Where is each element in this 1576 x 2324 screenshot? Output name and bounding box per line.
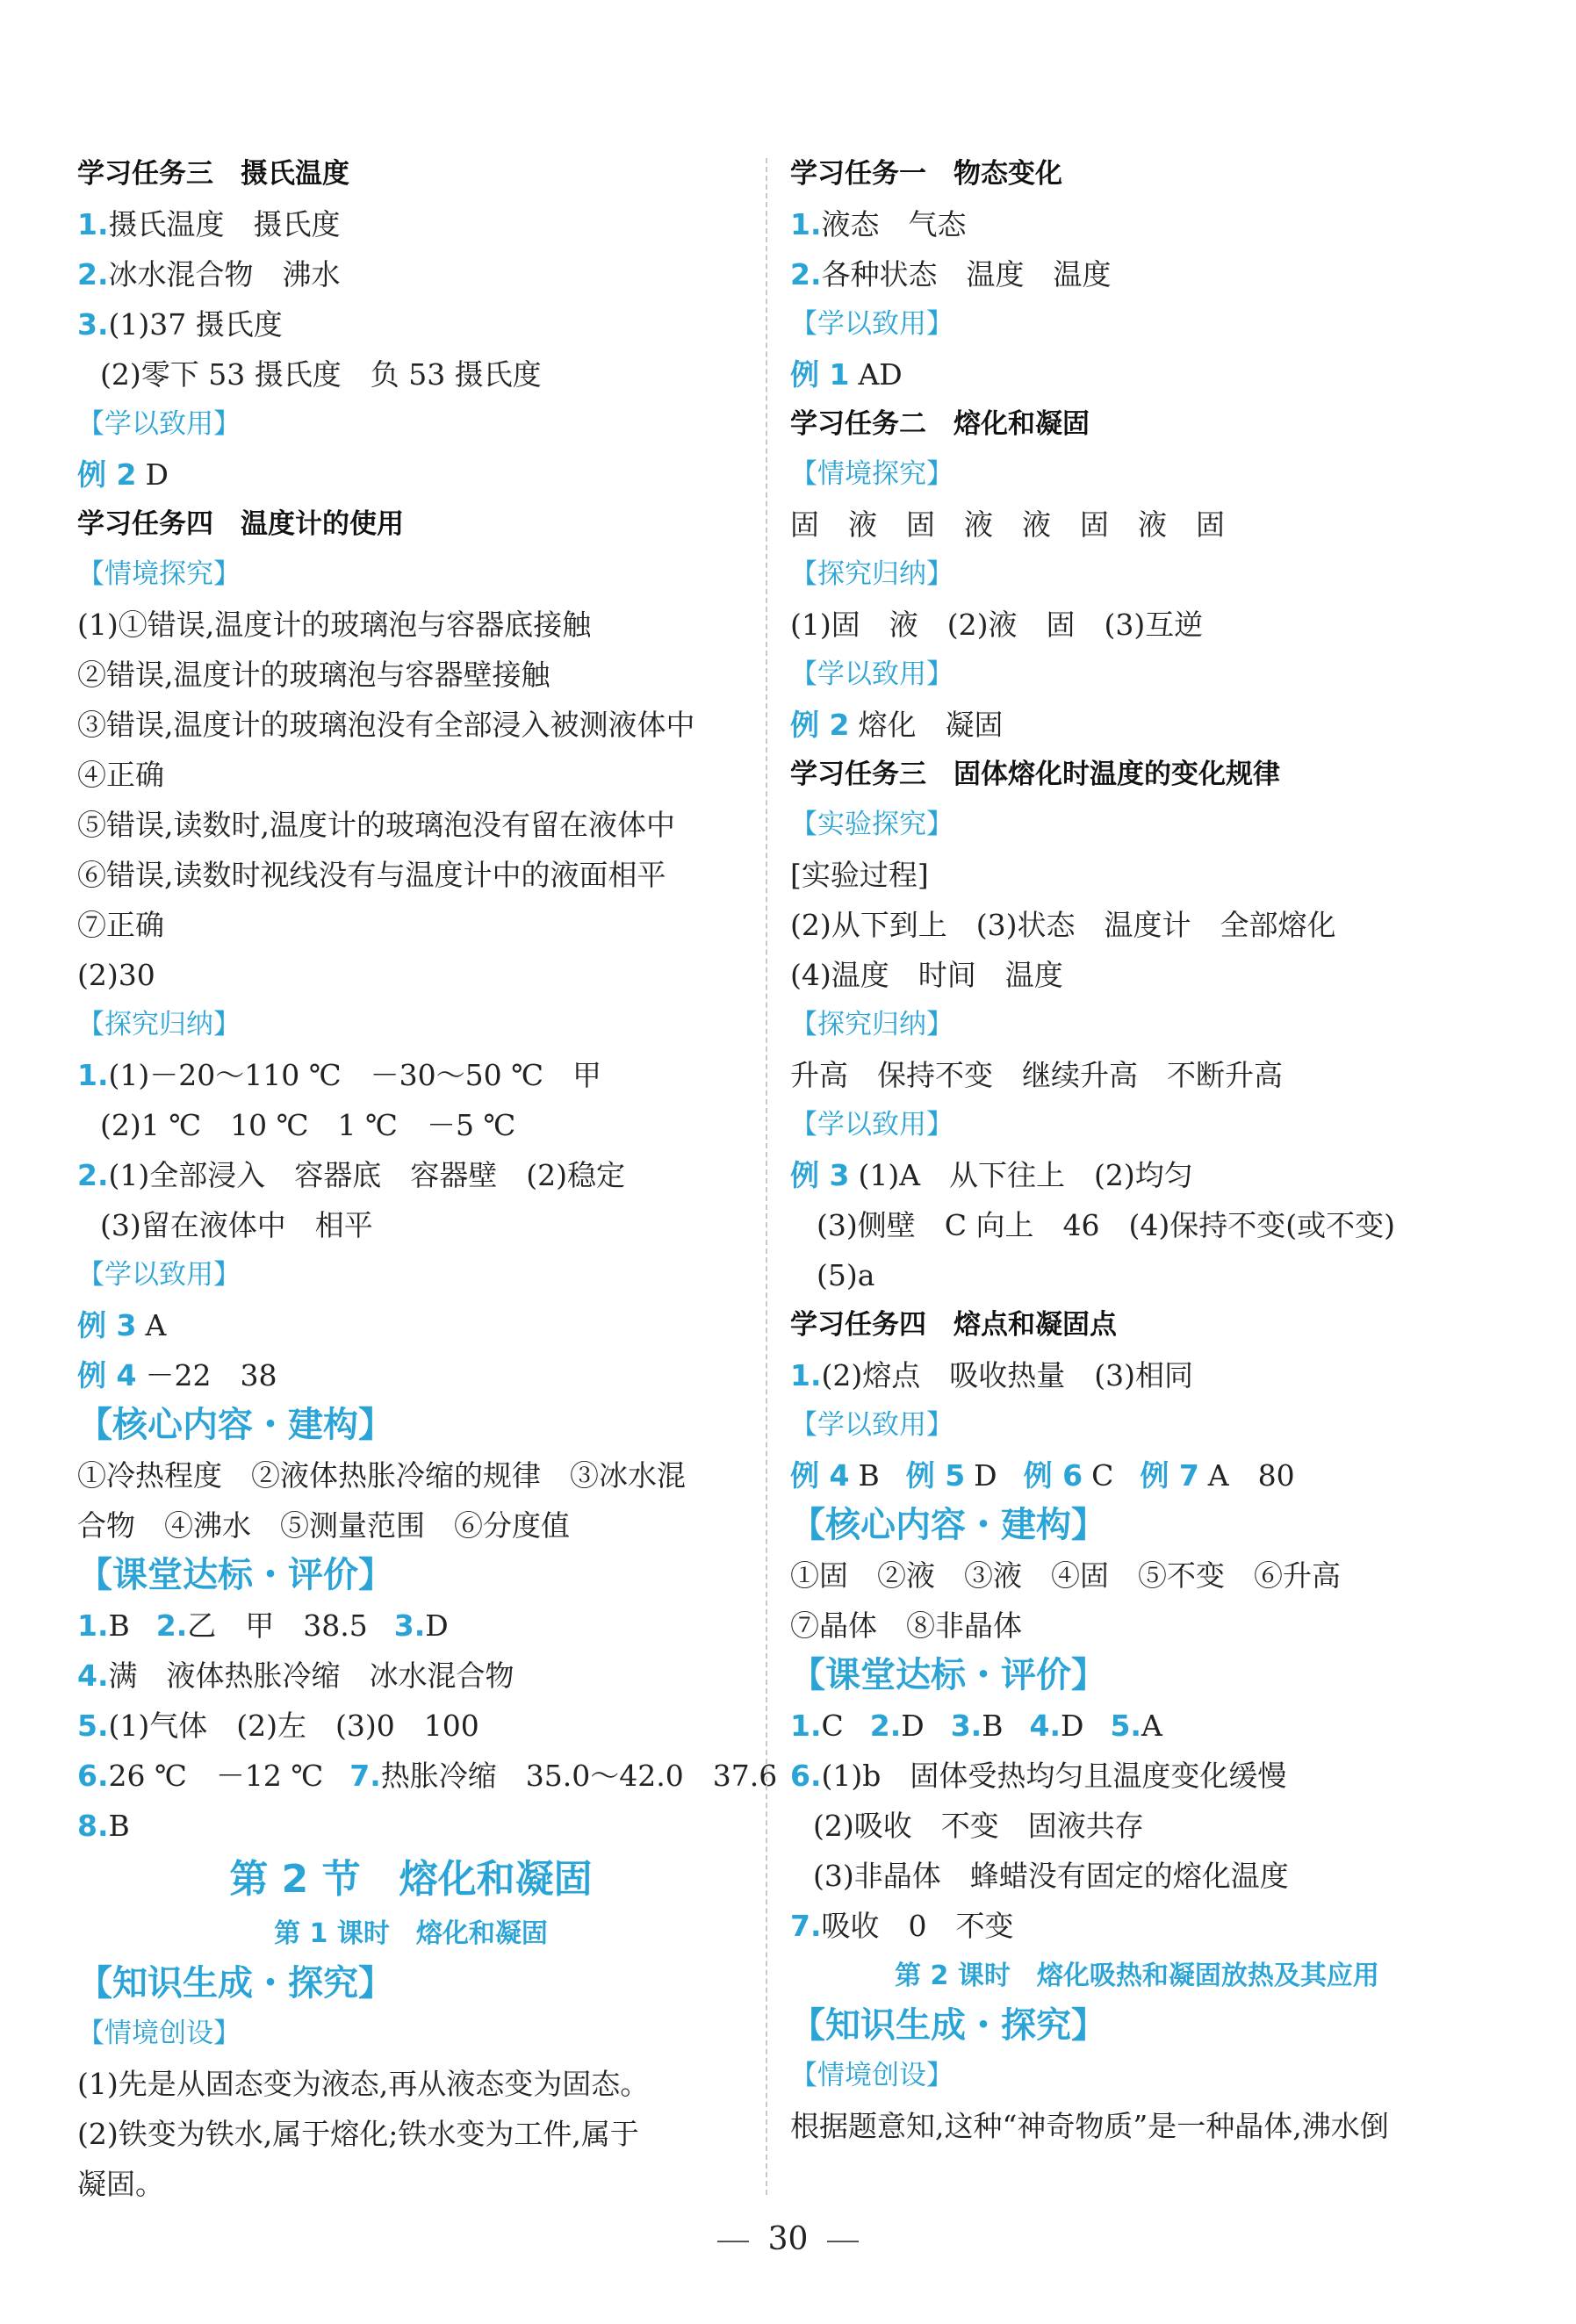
left-column	[77, 149, 778, 2209]
answer-text: B	[982, 1709, 1004, 1743]
answer-text: 冰水混合物 沸水	[108, 257, 341, 291]
answer-line: ⑤错误,读数时,温度计的玻璃泡没有留在液体中	[77, 808, 675, 842]
answer-line: ①固 ②液 ③液 ④固 ⑤不变 ⑥升高	[790, 1558, 1341, 1593]
example-text: D	[974, 1458, 997, 1493]
core-heading: 【核心内容・建构】	[77, 1405, 393, 1445]
task-heading: 学习任务四 熔点和凝固点	[790, 1309, 1117, 1341]
example-label: 例 5	[905, 1458, 966, 1493]
answer-text: (1)－20～110 ℃ －30～50 ℃ 甲	[108, 1058, 602, 1092]
numbered-answer	[790, 1901, 1484, 1951]
example-label: 例 6	[1023, 1458, 1083, 1493]
section-tag: 【学以致用】	[77, 408, 241, 440]
answer-line: ④正确	[77, 758, 164, 792]
example-text: A 80	[1207, 1458, 1295, 1493]
example-text: －22 38	[145, 1358, 277, 1392]
answer-number: 2.	[77, 257, 109, 291]
example-label: 例 3	[790, 1158, 850, 1192]
core-heading: 【课堂达标・评价】	[77, 1555, 393, 1595]
answer-line: 根据题意知,这种“神奇物质”是一种晶体,沸水倒	[790, 2109, 1389, 2143]
section-tag: 【学以致用】	[790, 658, 954, 690]
answer-text: A	[1141, 1709, 1162, 1743]
example-answer	[77, 1300, 745, 1350]
section-tag: 【情境创设】	[790, 2060, 954, 2091]
numbered-answer	[77, 299, 745, 349]
answer-text: 26 ℃ －12 ℃	[108, 1759, 324, 1793]
example-label: 例 2	[790, 708, 850, 742]
answer-text: D	[425, 1608, 449, 1643]
answer-line: (5)a	[817, 1258, 875, 1292]
section-tag: 【探究归纳】	[790, 1009, 954, 1040]
column-divider	[766, 158, 767, 2195]
example-text: 熔化 凝固	[858, 708, 1004, 742]
example-text: (1)A 从下往上 (2)均匀	[858, 1158, 1193, 1192]
example-text: B	[858, 1458, 880, 1493]
answer-text: D	[901, 1709, 925, 1743]
example-label: 例 7	[1140, 1458, 1199, 1493]
answer-text: 满 液体热胀冷缩 冰水混合物	[108, 1658, 515, 1693]
section-tag: 【探究归纳】	[77, 1009, 241, 1040]
task-heading: 学习任务三 摄氏温度	[77, 158, 349, 190]
section-tag: 【探究归纳】	[790, 558, 954, 590]
section-tag: 【学以致用】	[790, 308, 954, 340]
answer-text: (1)b 固体受热均匀且温度变化缓慢	[821, 1759, 1287, 1793]
example-label: 例 4	[790, 1458, 850, 1493]
answer-line: (2)铁变为铁水,属于熔化;铁水变为工件,属于	[77, 2117, 639, 2151]
answer-text: 乙 甲 38.5	[187, 1608, 368, 1643]
answer-line: [实验过程]	[790, 858, 929, 892]
answer-text: D	[1060, 1709, 1084, 1743]
numbered-answer	[790, 1350, 1484, 1400]
answer-line: (3)留在液体中 相平	[100, 1208, 373, 1242]
answer-line: (1)先是从固态变为液态,再从液态变为固态。	[77, 2067, 650, 2101]
answer-number: 6.	[77, 1759, 109, 1793]
example-answer	[790, 700, 1484, 750]
numbered-answer	[790, 1751, 1484, 1801]
answer-number: 7.	[790, 1909, 822, 1943]
example-answer	[77, 1350, 745, 1400]
answer-number: 6.	[790, 1759, 822, 1793]
answer-text: 液态 气态	[821, 207, 967, 241]
answer-line: 凝固。	[77, 2167, 164, 2201]
answer-line: (2)1 ℃ 10 ℃ 1 ℃ －5 ℃	[100, 1108, 516, 1142]
answer-line: ⑦晶体 ⑧非晶体	[790, 1608, 1022, 1643]
right-column	[790, 149, 1484, 2151]
core-heading: 【课堂达标・评价】	[790, 1655, 1106, 1695]
answer-number: 1.	[790, 1709, 822, 1743]
answer-text: (1)全部浸入 容器底 容器壁 (2)稳定	[108, 1158, 625, 1192]
answer-text: 吸收 0 不变	[821, 1909, 1014, 1943]
example-label: 例 2	[77, 457, 137, 492]
example-answer	[77, 450, 745, 500]
answer-number: 1.	[77, 1608, 109, 1643]
numbered-answer	[77, 1801, 745, 1851]
answer-number: 1.	[77, 207, 109, 241]
numbered-answer-row	[77, 1601, 745, 1651]
answer-line: (3)侧壁 C 向上 46 (4)保持不变(或不变)	[817, 1208, 1395, 1242]
task-heading: 学习任务三 固体熔化时温度的变化规律	[790, 759, 1280, 790]
answer-number: 2.	[155, 1608, 188, 1643]
task-heading: 学习任务一 物态变化	[790, 158, 1062, 190]
section-title: 第 2 节 熔化和凝固	[229, 1857, 593, 1902]
numbered-answer	[790, 249, 1484, 299]
answer-number: 5.	[1110, 1709, 1141, 1743]
numbered-answer	[77, 249, 745, 299]
answer-number: 3.	[77, 307, 109, 342]
answer-line: (4)温度 时间 温度	[790, 958, 1063, 992]
answer-number: 3.	[950, 1709, 982, 1743]
answer-line: (2)30	[77, 958, 155, 992]
core-heading: 【知识生成・探究】	[77, 1963, 393, 2004]
task-heading: 学习任务二 熔化和凝固	[790, 408, 1090, 440]
answer-line: ①冷热程度 ②液体热胀冷缩的规律 ③冰水混	[77, 1458, 686, 1493]
answer-text: (1)气体 (2)左 (3)0 100	[108, 1709, 479, 1743]
answer-number: 5.	[77, 1709, 109, 1743]
section-tag: 【学以致用】	[790, 1109, 954, 1140]
page-number	[0, 2221, 1576, 2257]
section-tag: 【情境探究】	[77, 558, 241, 590]
example-text: D	[145, 457, 169, 492]
numbered-answer-row	[77, 1751, 778, 1801]
answer-line: (2)零下 53 摄氏度 负 53 摄氏度	[100, 357, 542, 392]
answer-number: 1.	[790, 207, 822, 241]
answer-line: ⑥错误,读数时视线没有与温度计中的液面相平	[77, 858, 666, 892]
answer-number: 3.	[393, 1608, 426, 1643]
example-text: C	[1091, 1458, 1114, 1493]
answer-line: (2)从下到上 (3)状态 温度计 全部熔化	[790, 908, 1336, 942]
answer-line: 升高 保持不变 继续升高 不断升高	[790, 1058, 1283, 1092]
example-answer	[790, 1150, 1484, 1200]
example-answer-row	[790, 1450, 1484, 1500]
core-heading: 【知识生成・探究】	[790, 2005, 1106, 2046]
page-number-dash-left	[717, 2241, 749, 2242]
answer-number: 2.	[790, 257, 822, 291]
answer-text: (1)37 摄氏度	[108, 307, 283, 342]
answer-text: B	[108, 1608, 130, 1643]
example-text: AD	[858, 357, 903, 392]
numbered-answer	[77, 1701, 745, 1751]
answer-number: 8.	[77, 1809, 109, 1843]
example-answer	[790, 349, 1484, 399]
section-tag: 【学以致用】	[77, 1259, 241, 1291]
lesson-title: 第 1 课时 熔化和凝固	[274, 1918, 548, 1949]
answer-line: 合物 ④沸水 ⑤测量范围 ⑥分度值	[77, 1508, 570, 1543]
numbered-answer	[77, 1150, 745, 1200]
numbered-answer	[77, 199, 745, 249]
page-number-dash-right	[827, 2241, 859, 2242]
answer-line: (2)吸收 不变 固液共存	[813, 1809, 1144, 1843]
example-label: 例 4	[77, 1358, 137, 1392]
example-text: A	[145, 1308, 167, 1342]
answer-number: 2.	[77, 1158, 109, 1192]
answer-number: 4.	[1029, 1709, 1061, 1743]
section-tag: 【情境探究】	[790, 458, 954, 490]
answer-text: 摄氏温度 摄氏度	[108, 207, 341, 241]
page-number-text: 30	[767, 2221, 809, 2257]
answer-text: 热胀冷缩 35.0～42.0 37.6	[380, 1759, 778, 1793]
answer-number: 1.	[77, 1058, 109, 1092]
core-heading: 【核心内容・建构】	[790, 1505, 1106, 1545]
section-tag: 【情境创设】	[77, 2018, 241, 2049]
lesson-title: 第 2 课时 熔化吸热和凝固放热及其应用	[895, 1961, 1379, 1991]
answer-number: 7.	[349, 1759, 381, 1793]
answer-line: (1)固 液 (2)液 固 (3)互逆	[790, 608, 1204, 642]
answer-number: 2.	[869, 1709, 902, 1743]
answer-line: ②错误,温度计的玻璃泡与容器壁接触	[77, 658, 551, 692]
numbered-answer-row	[790, 1701, 1484, 1751]
task-heading: 学习任务四 温度计的使用	[77, 508, 404, 540]
answer-line: 固 液 固 液 液 固 液 固	[790, 507, 1225, 542]
section-tag: 【实验探究】	[790, 809, 954, 840]
answer-number: 1.	[790, 1358, 822, 1392]
section-tag: 【学以致用】	[790, 1409, 954, 1441]
answer-number: 4.	[77, 1658, 109, 1693]
answer-text: (2)熔点 吸收热量 (3)相同	[821, 1358, 1193, 1392]
answer-text: C	[821, 1709, 844, 1743]
answer-line: ⑦正确	[77, 908, 164, 942]
example-label: 例 3	[77, 1308, 137, 1342]
example-label: 例 1	[790, 357, 850, 392]
numbered-answer	[77, 1050, 745, 1100]
answer-line: (1)①错误,温度计的玻璃泡与容器底接触	[77, 608, 592, 642]
answer-line: ③错误,温度计的玻璃泡没有全部浸入被测液体中	[77, 708, 695, 742]
answer-text: B	[108, 1809, 130, 1843]
numbered-answer	[790, 199, 1484, 249]
answer-text: 各种状态 温度 温度	[821, 257, 1112, 291]
answer-line: (3)非晶体 蜂蜡没有固定的熔化温度	[813, 1859, 1289, 1893]
numbered-answer	[77, 1651, 745, 1701]
